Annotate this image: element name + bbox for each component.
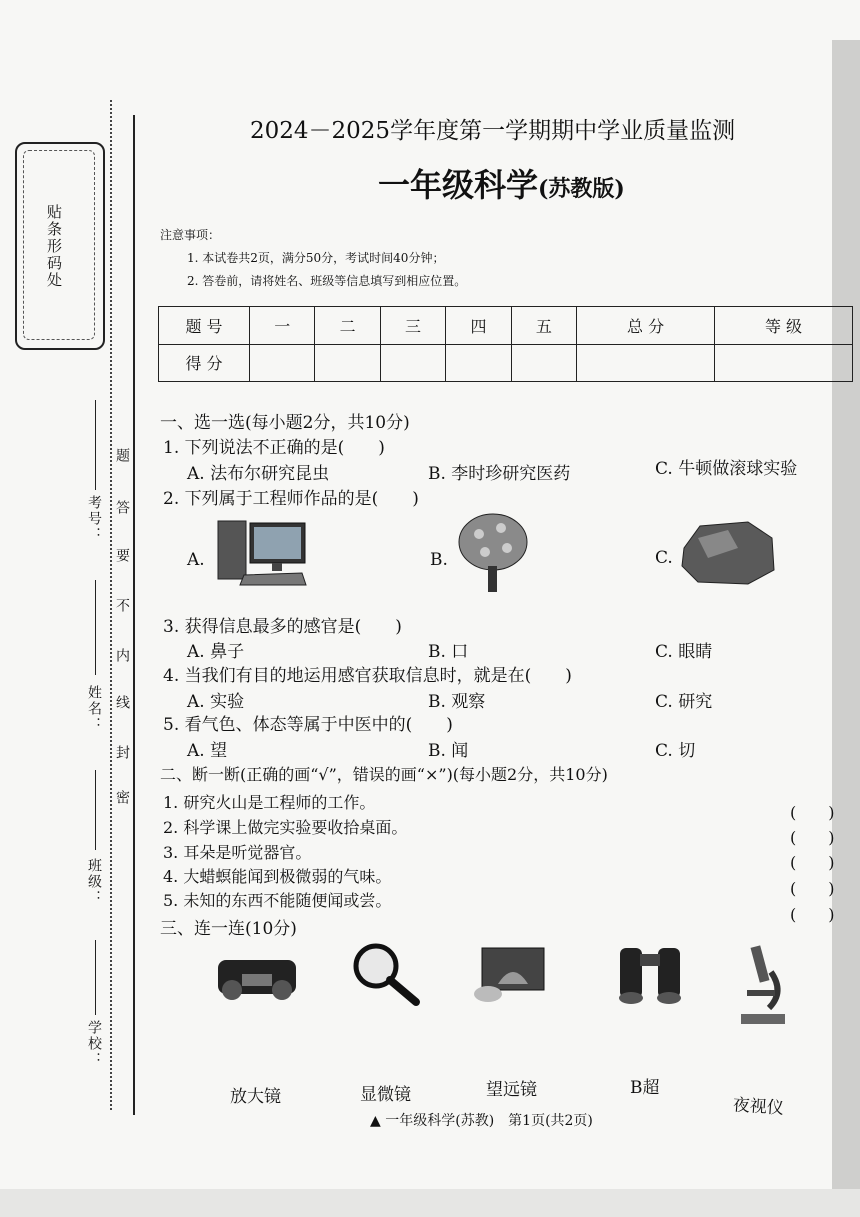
score-header: 一 (250, 307, 315, 345)
exam-title: 2024－2025学年度第一学期期中学业质量监测 (250, 118, 736, 144)
seal-char: 密 (114, 790, 130, 806)
q3-option-a[interactable]: A. 鼻子 (187, 642, 245, 662)
seal-char: 线 (114, 695, 130, 711)
q2-option-a[interactable]: A. (187, 550, 205, 570)
field-line (95, 770, 96, 850)
barcode-label: 贴条形码处 (45, 204, 63, 289)
judge-item: 4. 大蜡螟能闻到极微弱的气味。 (163, 867, 392, 886)
seal-char: 不 (114, 598, 130, 614)
score-cell[interactable] (511, 344, 576, 382)
judge-item: 1. 研究火山是工程师的工作。 (163, 793, 376, 812)
score-cell[interactable] (315, 344, 380, 382)
q1-stem: 1. 下列说法不正确的是( ) (163, 438, 385, 458)
judge-item: 2. 科学课上做完实验要收拾桌面。 (163, 818, 408, 837)
score-header: 二 (315, 307, 380, 345)
match-label[interactable]: 夜视仪 (732, 1095, 785, 1119)
score-cell[interactable] (577, 344, 715, 382)
q4-option-b[interactable]: B. 观察 (428, 692, 486, 712)
note-item: 1. 本试卷共2页，满分50分，考试时间40分钟； (187, 251, 445, 265)
subject-title: 一年级科学(苏教版) (378, 166, 625, 204)
q4-stem: 4. 当我们有目的地运用感官获取信息时，就是在( ) (163, 666, 572, 686)
score-header: 等 级 (715, 307, 853, 345)
section1-heading: 一、选一选(每小题2分，共10分) (160, 413, 410, 433)
note-item: 2. 答卷前，请将姓名、班级等信息填写到相应位置。 (187, 274, 467, 288)
answer-paren[interactable]: ( ) (790, 828, 835, 847)
q4-option-a[interactable]: A. 实验 (187, 692, 245, 712)
q1-option-c[interactable]: C. 牛顿做滚球实验 (655, 459, 798, 479)
answer-paren[interactable]: ( ) (790, 905, 835, 924)
q5-option-c[interactable]: C. 切 (655, 741, 696, 761)
ultrasound-icon (468, 940, 560, 1004)
answer-paren[interactable]: ( ) (790, 853, 835, 872)
score-cell[interactable] (250, 344, 315, 382)
q1-option-a[interactable]: A. 法布尔研究昆虫 (187, 464, 330, 484)
seal-char: 答 (114, 500, 130, 516)
field-school: 学校： (86, 1020, 102, 1068)
score-cell[interactable] (446, 344, 511, 382)
seal-char: 内 (114, 648, 130, 664)
answer-paren[interactable]: ( ) (790, 803, 835, 822)
section2-heading: 二、断一断(正确的画“√”，错误的画“×”)(每小题2分，共10分) (160, 765, 608, 784)
score-header: 总 分 (577, 307, 715, 345)
seal-char: 封 (114, 745, 130, 761)
match-label[interactable]: 望远镜 (486, 1080, 537, 1100)
score-table (158, 306, 853, 382)
q5-option-a[interactable]: A. 望 (187, 741, 228, 761)
computer-icon (210, 515, 310, 587)
night-vision-icon (212, 950, 302, 1006)
q5-option-b[interactable]: B. 闻 (428, 741, 469, 761)
section3-heading: 三、连一连(10分) (160, 919, 297, 939)
match-label[interactable]: 显微镜 (360, 1085, 411, 1105)
barcode-box (15, 142, 105, 350)
field-line (95, 580, 96, 675)
microscope-icon (735, 942, 791, 1028)
field-name: 姓名： (86, 685, 102, 733)
q1-option-b[interactable]: B. 李时珍研究医药 (428, 464, 571, 484)
rock-icon (678, 518, 778, 588)
page-footer: ▲ 一年级科学(苏教) 第1页(共2页) (370, 1113, 593, 1129)
tree-icon (455, 510, 531, 594)
q3-option-c[interactable]: C. 眼睛 (655, 642, 713, 662)
q2-stem: 2. 下列属于工程师作品的是( ) (163, 489, 419, 509)
q3-option-b[interactable]: B. 口 (428, 642, 469, 662)
score-label: 得 分 (159, 344, 250, 382)
score-cell[interactable] (715, 344, 853, 382)
footer-triangle-icon: ▲ (370, 1113, 381, 1129)
seal-char: 题 (114, 448, 130, 464)
q2-option-c[interactable]: C. (655, 548, 673, 568)
score-header: 四 (446, 307, 511, 345)
q4-option-c[interactable]: C. 研究 (655, 692, 713, 712)
score-header: 五 (511, 307, 576, 345)
score-header: 三 (380, 307, 445, 345)
score-cell[interactable] (380, 344, 445, 382)
judge-item: 5. 未知的东西不能随便闻或尝。 (163, 891, 392, 910)
notes-heading: 注意事项： (160, 228, 221, 242)
field-exam-number: 考号： (86, 495, 102, 543)
q5-stem: 5. 看气色、体态等属于中医中的( ) (163, 715, 453, 735)
match-label[interactable]: 放大镜 (230, 1087, 281, 1107)
binoculars-icon (610, 940, 690, 1006)
binding-line (133, 115, 135, 1115)
page-bottom-shadow (0, 1189, 860, 1217)
field-line (95, 940, 96, 1015)
q2-option-b[interactable]: B. (430, 550, 448, 570)
seal-char: 要 (114, 548, 130, 564)
judge-item: 3. 耳朵是听觉器官。 (163, 843, 312, 862)
page-edge-shadow (832, 40, 860, 1217)
match-label[interactable]: B超 (630, 1078, 660, 1098)
score-header: 题 号 (159, 307, 250, 345)
field-class: 班级： (86, 858, 102, 906)
answer-paren[interactable]: ( ) (790, 879, 835, 898)
field-line (95, 400, 96, 490)
q3-stem: 3. 获得信息最多的感官是( ) (163, 617, 402, 637)
magnifier-icon (350, 940, 424, 1008)
